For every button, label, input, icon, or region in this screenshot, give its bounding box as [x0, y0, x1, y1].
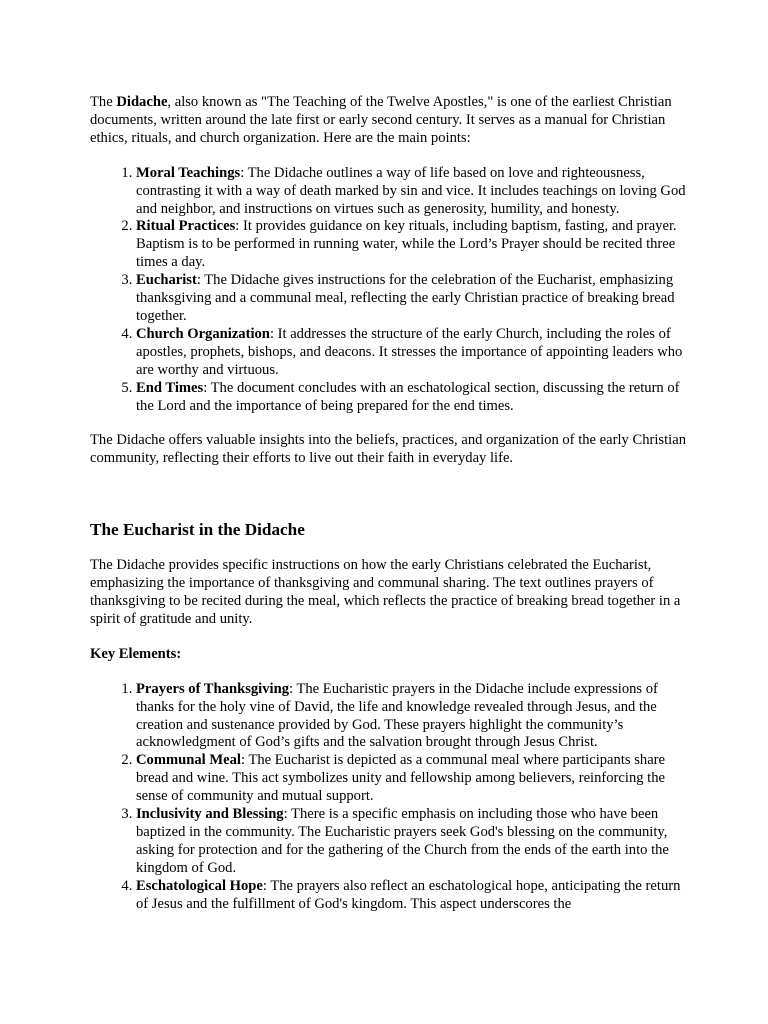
- list-item-text: : It addresses the structure of the early Church, including the roles of apostles, prophets, bishops, and deacons. It stresses the importance of appointing leaders who are worthy and virtuous.: [136, 325, 683, 378]
- list-item-text: : The document concludes with an eschatological section, discussing the return of the Lord and the importance of being prepared for the end times.: [136, 379, 680, 414]
- list-item-text: : It provides guidance on key rituals, including baptism, fasting, and prayer. Baptism is to be performed in running water, while the Lord’s Prayer should be recited three times a day.: [136, 218, 677, 271]
- document-page: [90, 94, 690, 914]
- main-points-list: [90, 165, 690, 416]
- key-elements-heading: Key Elements:: [90, 645, 182, 662]
- list-item-text: : The Eucharistic prayers in the Didache include expressions of thanks for the holy vine of David, the life and knowledge revealed through Jesus, and the creation and sustenance provided by God. These prayers highlight the community’s acknowledgment of God’s gifts and the salvation brought through Jesus Christ.: [136, 680, 658, 751]
- summary-paragraph: The Didache offers valuable insights into the beliefs, practices, and organization of the early Christian community, reflecting their efforts to live out their faith in everyday life.: [90, 432, 686, 467]
- list-item-text: : The Didache gives instructions for the celebration of the Eucharist, emphasizing thanksgiving and a communal meal, reflecting the early Christian practice of breaking bread together.: [136, 272, 675, 324]
- list-item-text: : The Eucharist is depicted as a communal meal where participants share bread and wine. This act symbolizes unity and fellowship among believers, reinforcing the sense of community and mutual support.: [136, 752, 666, 805]
- list-item: [136, 681, 690, 753]
- eucharist-paragraph: The Didache provides specific instructions on how the early Christians celebrated the Eucharist, emphasizing the importance of thanksgiving and communal sharing. The text outlines prayers of thanksgiving to be recited during the meal, which reflects the practice of breaking bread together in a spirit of gratitude and unity.: [90, 557, 681, 627]
- list-item-title: End Times: [136, 379, 204, 396]
- list-item: [136, 218, 690, 272]
- list-item-title: Moral Teachings: [136, 164, 241, 181]
- list-item: [136, 326, 690, 380]
- list-item-text: : The Didache outlines a way of life based on love and righteousness, contrasting it with a way of death marked by sin and vice. It includes teachings on loving God and neighbor, and instructions on virtues such as generosity, humility, and honesty.: [136, 164, 686, 217]
- intro-paragraph: [90, 94, 690, 148]
- list-item: [136, 272, 690, 326]
- list-item-text: : The prayers also reflect an eschatological hope, anticipating the return of Jesus and the fulfillment of God's kingdom. This aspect underscores the: [136, 877, 681, 912]
- list-item: [136, 165, 690, 219]
- list-item-title: Inclusivity and Blessing: [136, 806, 284, 823]
- list-item-title: Ritual Practices: [136, 218, 236, 235]
- list-item: [136, 878, 690, 914]
- list-item-title: Eschatological Hope: [136, 877, 263, 894]
- intro-bold-term: Didache: [116, 94, 168, 110]
- key-elements-list: [90, 681, 690, 914]
- list-item-title: Communal Meal: [136, 752, 241, 769]
- list-item-title: Eucharist: [136, 272, 197, 289]
- section-heading: The Eucharist in the Didache: [90, 520, 305, 540]
- intro-pre: The: [90, 94, 117, 110]
- list-item: [136, 806, 690, 878]
- intro-post: , also known as "The Teaching of the Twelve Apostles," is one of the earliest Christian documents, written around the late first or early second century. It serves as a manual for Christian ethics, rituals, and church organization. Here are the main points:: [90, 94, 672, 146]
- list-item-text: : There is a specific emphasis on including those who have been baptized in the community. The Eucharistic prayers seek God's blessing on the community, asking for protection and for the gathering of the Church from the ends of the earth into the kingdom of God.: [136, 806, 669, 876]
- list-item: [136, 380, 690, 416]
- list-item-title: Prayers of Thanksgiving: [136, 680, 289, 697]
- list-item: [136, 752, 690, 806]
- list-item-title: Church Organization: [136, 325, 270, 342]
